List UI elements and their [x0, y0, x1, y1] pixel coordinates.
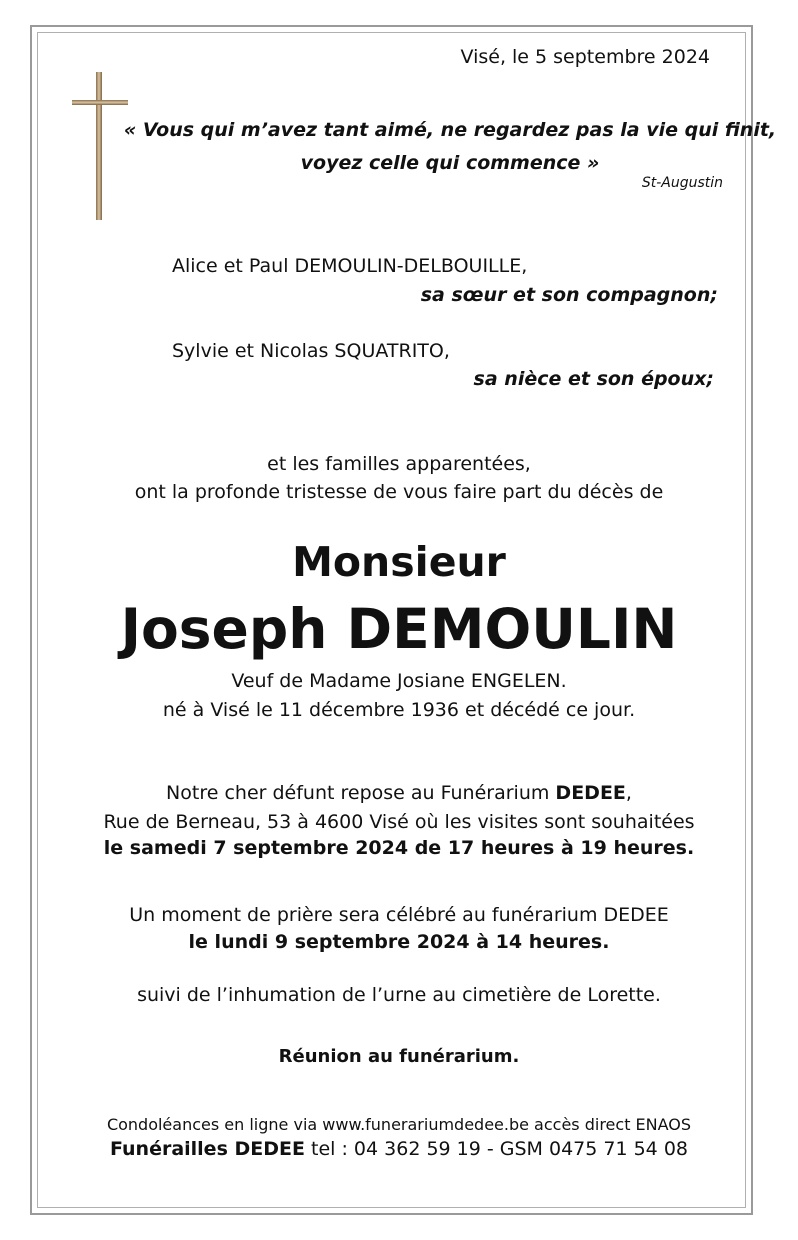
prayer-line-1: Un moment de prière sera célébré au funérarium DEDEE	[129, 904, 669, 926]
repose-line-1	[0, 782, 798, 804]
widow-line: Veuf de Madame Josiane ENGELEN.	[231, 670, 567, 692]
visit-datetime: le samedi 7 septembre 2024 de 17 heures à 19 heures.	[103, 837, 695, 859]
family-relation-2: sa nièce et son époux;	[473, 368, 714, 390]
repose-line-2: Rue de Berneau, 53 à 4600 Visé où les visites sont souhaitées	[103, 811, 695, 833]
families-line-1: et les familles apparentées,	[267, 453, 531, 475]
prayer-datetime: le lundi 9 septembre 2024 à 14 heures.	[188, 931, 610, 953]
contact-line	[0, 1138, 798, 1160]
birth-line: né à Visé le 11 décembre 1936 et décédé ce jour.	[162, 699, 636, 721]
families-line-2: ont la profonde tristesse de vous faire part du décès de	[134, 481, 664, 503]
inhumation-line: suivi de l’inhumation de l’urne au cimetière de Lorette.	[137, 984, 661, 1006]
quote-author: St-Augustin	[641, 175, 723, 191]
family-names-1: Alice et Paul DEMOULIN-DELBOUILLE,	[172, 255, 528, 277]
family-names-2: Sylvie et Nicolas SQUATRITO,	[172, 340, 450, 362]
contact-phones: tel : 04 362 59 19 - GSM 0475 71 54 08	[304, 1138, 688, 1160]
company-name: Funérailles DEDEE	[109, 1138, 305, 1160]
family-relation-1: sa sœur et son compagnon;	[420, 284, 718, 306]
repose-prefix: Notre cher défunt repose au Funérarium	[166, 782, 556, 804]
deceased-name: Joseph DEMOULIN	[120, 597, 678, 661]
place-date: Visé, le 5 septembre 2024	[460, 46, 710, 68]
deceased-title: Monsieur	[292, 538, 506, 586]
condolences-line: Condoléances en ligne via www.funerariumdedee.be accès direct ENAOS	[106, 1115, 692, 1134]
quote-text: « Vous qui m’avez tant aimé, ne regardez pas la vie qui finit, voyez celle qui commence »	[123, 119, 777, 174]
repose-suffix: ,	[625, 782, 632, 804]
reunion-line: Réunion au funérarium.	[278, 1046, 520, 1067]
repose-funerarium: DEDEE	[555, 782, 626, 804]
